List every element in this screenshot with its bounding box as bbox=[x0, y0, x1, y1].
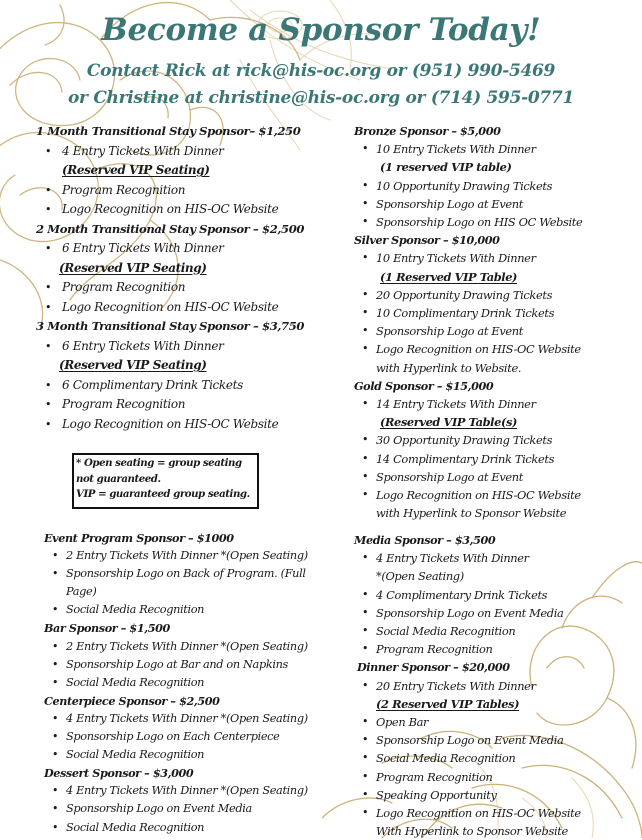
metal-tier-sponsors bbox=[354, 122, 639, 522]
benefit-item: • Open Bar bbox=[354, 713, 639, 731]
benefit-continuation: with Hyperlink to Sponsor Website bbox=[376, 506, 567, 521]
benefit-item: • 4 Entry Tickets With Dinner *(Open Seating) bbox=[44, 782, 344, 800]
benefit-item bbox=[44, 565, 344, 601]
benefit-text: 4 Entry Tickets With Dinner bbox=[376, 551, 529, 566]
benefit-text: 14 Entry Tickets With Dinner bbox=[376, 397, 536, 412]
tier-heading: 2 Month Transitional Stay Sponsor – $2,500 bbox=[36, 221, 305, 236]
seating-note-line: VIP = guaranteed group seating. bbox=[76, 488, 250, 500]
tier-event-program bbox=[44, 529, 344, 619]
tier-centerpiece bbox=[44, 692, 344, 764]
benefit-continuation: Page) bbox=[66, 585, 97, 599]
contact-line-christine: or Christine at christine@his-oc.org or (714) 595-0771 bbox=[68, 88, 574, 108]
benefit-item: • Social Media Recognition bbox=[44, 746, 344, 764]
benefit-item: • Program Recognition bbox=[36, 181, 341, 201]
tier-media bbox=[354, 531, 639, 658]
tier-heading: Dinner Sponsor – $20,000 bbox=[357, 660, 510, 675]
benefit-item: • 10 Opportunity Drawing Tickets bbox=[354, 177, 639, 195]
benefit-text: Logo Recognition on HIS-OC Website bbox=[376, 806, 581, 821]
benefit-text: 10 Entry Tickets With Dinner bbox=[376, 251, 536, 266]
tier-1-month bbox=[36, 122, 341, 220]
tier-heading: Bar Sponsor – $1,500 bbox=[44, 621, 170, 636]
benefit-item bbox=[354, 249, 639, 285]
tier-gold bbox=[354, 377, 639, 523]
benefit-item bbox=[354, 140, 639, 176]
benefit-item: • 30 Opportunity Drawing Tickets bbox=[354, 431, 639, 449]
page-title: Become a Sponsor Today! bbox=[101, 12, 541, 48]
tier-heading: Dessert Sponsor – $3,000 bbox=[44, 766, 194, 781]
benefit-item: • Sponsorship Logo at Event bbox=[354, 195, 639, 213]
transitional-stay-sponsors bbox=[36, 122, 341, 434]
benefit-item: • Logo Recognition on HIS-OC Website bbox=[36, 415, 341, 435]
benefit-item: • Sponsorship Logo on Event Media bbox=[44, 800, 344, 818]
tier-benefits bbox=[36, 142, 341, 220]
benefit-item bbox=[36, 239, 341, 278]
benefit-sub-note: (1 Reserved VIP Table) bbox=[380, 269, 518, 284]
tier-heading: Bronze Sponsor – $5,000 bbox=[354, 124, 501, 138]
benefit-item: • Logo Recognition on HIS-OC Website bbox=[36, 298, 341, 318]
tier-heading: 3 Month Transitional Stay Sponsor – $3,750 bbox=[36, 319, 305, 333]
tier-dessert bbox=[44, 764, 344, 836]
benefit-item: • Program Recognition bbox=[354, 768, 639, 786]
contact-line-rick: Contact Rick at rick@his-oc.org or (951) 990-5469 bbox=[86, 61, 556, 81]
benefit-item bbox=[354, 486, 639, 522]
benefit-sub-note: (Reserved VIP Table(s) bbox=[380, 415, 517, 430]
benefit-text: 6 Entry Tickets With Dinner bbox=[62, 241, 224, 255]
benefit-sub-note: (Reserved VIP Seating) bbox=[62, 163, 210, 177]
benefit-item bbox=[36, 142, 341, 181]
benefit-item: • Social Media Recognition bbox=[44, 674, 344, 692]
benefit-sub-note: (2 Reserved VIP Tables) bbox=[376, 696, 520, 711]
benefit-sub-note: (Reserved VIP Seating) bbox=[59, 358, 207, 372]
benefit-text: Sponsorship Logo on Back of Program. (Full bbox=[66, 567, 306, 581]
benefit-text: 10 Entry Tickets With Dinner bbox=[376, 142, 536, 157]
benefit-item: • 2 Entry Tickets With Dinner *(Open Seating) bbox=[44, 638, 344, 656]
benefit-item: • Program Recognition bbox=[36, 395, 341, 415]
premium-sponsors bbox=[354, 531, 639, 840]
benefit-item: • Sponsorship Logo at Bar and on Napkins bbox=[44, 656, 344, 674]
benefit-item: • 4 Entry Tickets With Dinner *(Open Seating) bbox=[44, 710, 344, 728]
tier-benefits bbox=[354, 549, 639, 658]
tier-bronze bbox=[354, 122, 639, 231]
event-item-sponsors bbox=[44, 529, 344, 837]
benefit-item: • Logo Recognition on HIS-OC Website bbox=[36, 200, 341, 220]
tier-benefits bbox=[354, 249, 639, 376]
benefit-item bbox=[354, 340, 639, 376]
tier-heading: Gold Sponsor – $15,000 bbox=[354, 378, 494, 393]
benefit-item: • Sponsorship Logo on Event Media bbox=[354, 731, 639, 749]
tier-benefits bbox=[36, 337, 341, 435]
benefit-item: • Sponsorship Logo at Event bbox=[354, 322, 639, 340]
seating-note-box bbox=[72, 453, 259, 509]
benefit-item: • Program Recognition bbox=[36, 278, 341, 298]
benefit-item: • 14 Complimentary Drink Tickets bbox=[354, 450, 639, 468]
benefit-item bbox=[36, 337, 341, 376]
benefit-continuation: with Hyperlink to Website. bbox=[376, 360, 522, 375]
benefit-item: • Social Media Recognition bbox=[354, 622, 639, 640]
benefit-continuation: With Hyperlink to Sponsor Website bbox=[376, 824, 568, 839]
tier-benefits bbox=[354, 395, 639, 522]
seating-note-line: * Open seating = group seating bbox=[76, 457, 242, 469]
tier-benefits bbox=[44, 638, 344, 692]
tier-benefits bbox=[44, 547, 344, 619]
tier-heading: Centerpiece Sponsor – $2,500 bbox=[44, 693, 220, 708]
benefit-text: Logo Recognition on HIS-OC Website bbox=[376, 342, 581, 357]
tier-2-month bbox=[36, 220, 341, 318]
tier-bar bbox=[44, 619, 344, 691]
benefit-item: • 4 Complimentary Drink Tickets bbox=[354, 586, 639, 604]
seating-note-line: not guaranteed. bbox=[76, 472, 161, 485]
benefit-item bbox=[354, 804, 639, 840]
benefit-sub-note: (Reserved VIP Seating) bbox=[59, 260, 207, 275]
benefit-text: 20 Entry Tickets With Dinner bbox=[376, 678, 536, 693]
benefit-item: • Social Media Recognition bbox=[44, 601, 344, 619]
benefit-item: • Social Media Recognition bbox=[44, 819, 344, 837]
tier-heading: Event Program Sponsor – $1000 bbox=[44, 531, 234, 545]
benefit-item: • Sponsorship Logo on Event Media bbox=[354, 604, 639, 622]
tier-dinner bbox=[357, 658, 639, 840]
tier-benefits bbox=[44, 782, 344, 836]
tier-silver bbox=[354, 231, 639, 377]
tier-3-month bbox=[36, 317, 341, 434]
benefit-text: 4 Entry Tickets With Dinner bbox=[62, 143, 224, 158]
benefit-item bbox=[354, 549, 639, 585]
benefit-item bbox=[354, 395, 639, 431]
tier-heading: Media Sponsor – $3,500 bbox=[354, 533, 496, 547]
benefit-item: • Speaking Opportunity bbox=[354, 786, 639, 804]
benefit-continuation: *(Open Seating) bbox=[376, 569, 464, 584]
benefit-item: • 2 Entry Tickets With Dinner *(Open Seating) bbox=[44, 547, 344, 565]
benefit-text: Logo Recognition on HIS-OC Website bbox=[376, 488, 581, 503]
tier-benefits bbox=[354, 677, 639, 840]
benefit-sub-note: (1 reserved VIP table) bbox=[380, 160, 512, 175]
tier-benefits bbox=[354, 140, 639, 231]
benefit-item: • 20 Opportunity Drawing Tickets bbox=[354, 286, 639, 304]
benefit-item: • 6 Complimentary Drink Tickets bbox=[36, 376, 341, 396]
benefit-item: • 10 Complimentary Drink Tickets bbox=[354, 304, 639, 322]
tier-heading: Silver Sponsor – $10,000 bbox=[354, 233, 500, 248]
benefit-item: • Sponsorship Logo on HIS OC Website bbox=[354, 213, 639, 231]
tier-benefits bbox=[44, 710, 344, 764]
benefit-item: • Social Media Recognition bbox=[354, 749, 639, 767]
benefit-item bbox=[354, 677, 639, 713]
tier-heading: 1 Month Transitional Stay Sponsor– $1,250 bbox=[36, 124, 301, 138]
tier-benefits bbox=[36, 239, 341, 317]
benefit-item: • Sponsorship Logo on Each Centerpiece bbox=[44, 728, 344, 746]
benefit-item: • Sponsorship Logo at Event bbox=[354, 468, 639, 486]
benefit-text: 6 Entry Tickets With Dinner bbox=[62, 338, 224, 353]
benefit-item: • Program Recognition bbox=[354, 640, 639, 658]
